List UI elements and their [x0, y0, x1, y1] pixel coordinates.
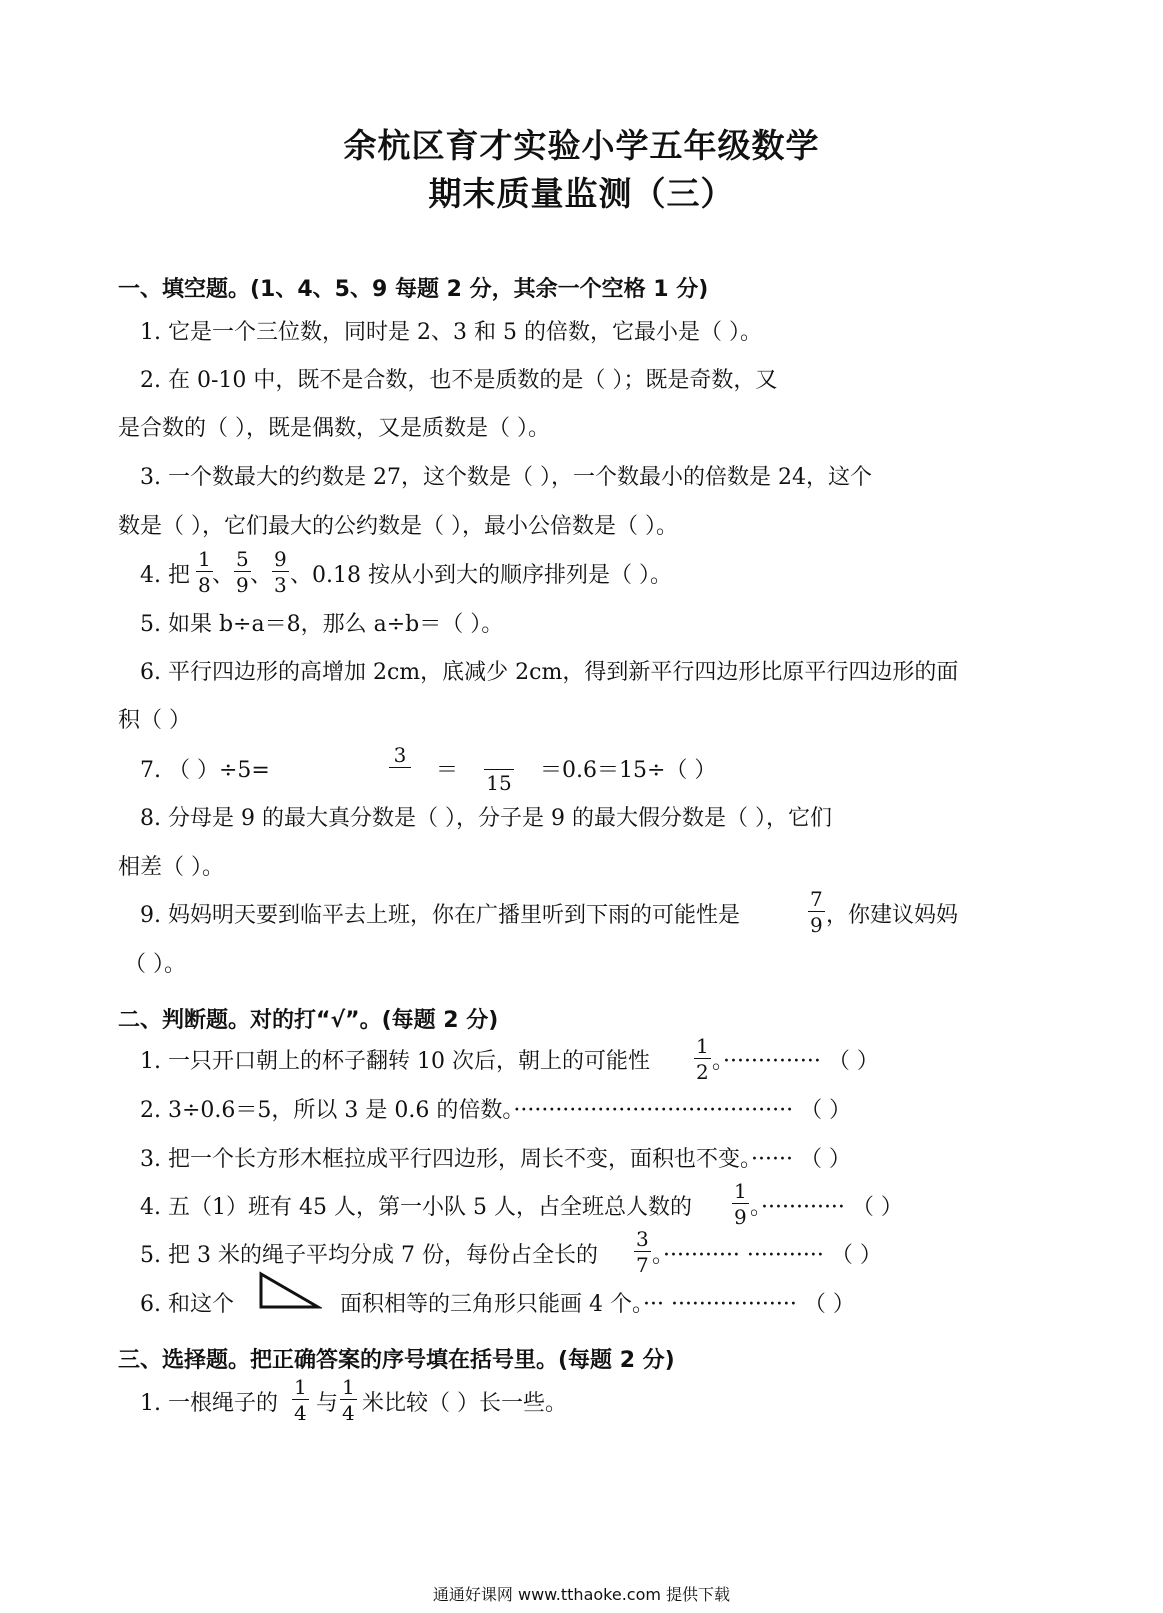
s1-question-8-line-1: 8. 分母是 9 的最大真分数是（ ），分子是 9 的最大假分数是（ ），它们 [140, 806, 832, 831]
fraction-denominator: 15 [486, 771, 512, 795]
equals-sign: ＝ [436, 758, 459, 783]
s2-question-3: 3. 把一个长方形木框拉成平行四边形，周长不变，面积也不变。······ （ ） [140, 1147, 851, 1172]
fraction-numerator-blank [484, 755, 514, 770]
fraction-9-3 [272, 549, 289, 595]
fraction-1-2 [694, 1036, 711, 1082]
fraction-numerator: 3 [389, 745, 411, 768]
separator: 、 [212, 563, 235, 588]
fraction-numerator: 3 [636, 1227, 649, 1251]
page-subtitle: 期末质量监测（三） [428, 174, 735, 213]
s2-question-6-suffix: 面积相等的三角形只能画 4 个。··· ·················· （ ） [340, 1292, 855, 1317]
s1-question-5: 5. 如果 b÷a＝8，那么 a÷b＝（ ）。 [140, 612, 504, 637]
fraction-numerator: 1 [198, 547, 211, 571]
word-and: 与 [316, 1391, 339, 1416]
section-3-heading: 三、选择题。把正确答案的序号填在括号里。(每题 2 分) [118, 1348, 675, 1373]
s2-question-4-suffix: 。············ （ ） [750, 1195, 903, 1220]
fraction-denominator: 8 [198, 573, 211, 597]
fraction-numerator: 5 [236, 547, 249, 571]
page-title: 余杭区育才实验小学五年级数学 [343, 126, 820, 165]
fraction-numerator: 1 [294, 1375, 307, 1399]
s1-question-4-suffix: 、0.18 按从小到大的顺序排列是（ ）。 [290, 563, 672, 588]
s1-question-9-suffix: ，你建议妈妈 [826, 903, 959, 928]
fraction-numerator: 1 [342, 1375, 355, 1399]
fraction-1-4 [292, 1377, 309, 1423]
fraction-numerator: 1 [734, 1179, 747, 1203]
s3-question-1-suffix: 米比较（ ）长一些。 [362, 1391, 567, 1416]
fraction-denominator: 9 [236, 573, 249, 597]
s1-question-9-prefix: 9. 妈妈明天要到临平去上班，你在广播里听到下雨的可能性是 [140, 903, 740, 928]
fraction-blank-over-15 [484, 755, 514, 793]
fraction-denominator: 7 [636, 1253, 649, 1277]
fraction-denominator: 9 [810, 913, 823, 937]
fraction-7-9 [808, 889, 825, 935]
s1-question-9-line-2: （ ）。 [124, 952, 186, 977]
fraction-denominator: 9 [734, 1205, 747, 1229]
fraction-1-8 [196, 549, 213, 595]
s1-question-6-line-2: 积（ ） [118, 708, 191, 733]
s2-question-1-suffix: 。·············· （ ） [712, 1049, 879, 1074]
s1-question-7-part-1: 7. （ ）÷5= [140, 758, 270, 783]
s3-question-1-prefix: 1. 一根绳子的 [140, 1391, 278, 1416]
s1-question-4-prefix: 4. 把 [140, 563, 190, 588]
fraction-denominator-blank [389, 768, 411, 791]
s2-question-5-suffix: 。··········· ··········· （ ） [652, 1243, 882, 1268]
footer-source: 通通好课网 www.tthaoke.com 提供下载 [432, 1585, 731, 1604]
section-2-heading: 二、判断题。对的打“√”。(每题 2 分) [118, 1008, 499, 1033]
separator: 、 [250, 563, 273, 588]
fraction-numerator: 7 [810, 887, 823, 911]
fraction-denominator: 4 [294, 1401, 307, 1425]
fraction-1-4 [340, 1377, 357, 1423]
s1-question-2-line-1: 2. 在 0-10 中，既不是合数，也不是质数的是（ ）；既是奇数，又 [140, 368, 778, 393]
right-triangle-figure [258, 1271, 322, 1311]
s1-question-1: 1. 它是一个三位数，同时是 2、3 和 5 的倍数，它最小是（ ）。 [140, 320, 762, 345]
fraction-5-9 [234, 549, 251, 595]
s1-question-2-line-2: 是合数的（ ），既是偶数，又是质数是（ ）。 [118, 416, 550, 441]
s1-question-3-line-2: 数是（ ），它们最大的公约数是（ ），最小公倍数是（ ）。 [118, 514, 678, 539]
s2-question-6-prefix: 6. 和这个 [140, 1292, 234, 1317]
fraction-3-7 [634, 1229, 651, 1275]
s1-question-6-line-1: 6. 平行四边形的高增加 2cm，底减少 2cm，得到新平行四边形比原平行四边形的面 [140, 660, 959, 685]
s2-question-2: 2. 3÷0.6＝5，所以 3 是 0.6 的倍数。········································ （ ） [140, 1098, 852, 1123]
fraction-denominator: 4 [342, 1401, 355, 1425]
section-1-heading: 一、填空题。(1、4、5、9 每题 2 分，其余一个空格 1 分) [118, 277, 709, 302]
fraction-denominator: 2 [696, 1060, 709, 1084]
s2-question-4-prefix: 4. 五（1）班有 45 人，第一小队 5 人，占全班总人数的 [140, 1195, 692, 1220]
fraction-denominator: 3 [274, 573, 287, 597]
fraction-numerator: 1 [696, 1034, 709, 1058]
fraction-1-9 [732, 1181, 749, 1227]
s1-question-3-line-1: 3. 一个数最大的约数是 27，这个数是（ ），一个数最小的倍数是 24，这个 [140, 465, 872, 490]
s1-question-7-part-2: ＝0.6＝15÷（ ） [540, 758, 717, 783]
s2-question-1-prefix: 1. 一只开口朝上的杯子翻转 10 次后，朝上的可能性 [140, 1049, 650, 1074]
fraction-3-over-blank [389, 745, 411, 791]
s1-question-8-line-2: 相差（ ）。 [118, 855, 224, 880]
s2-question-5-prefix: 5. 把 3 米的绳子平均分成 7 份，每份占全长的 [140, 1243, 598, 1268]
fraction-numerator: 9 [274, 547, 287, 571]
